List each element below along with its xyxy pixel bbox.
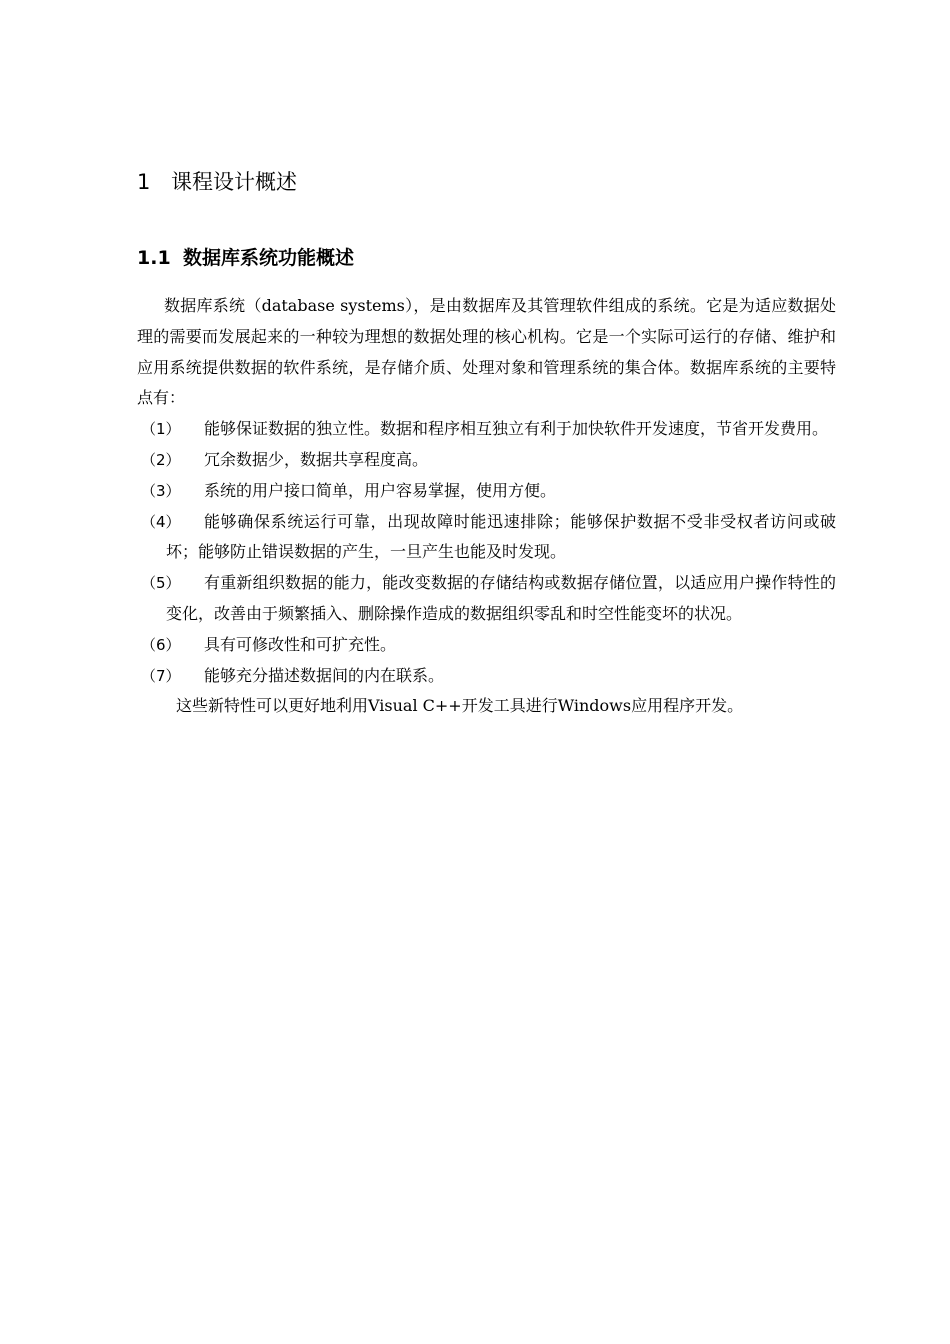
list-item-text: 冗余数据少，数据共享程度高。 bbox=[204, 449, 429, 469]
section-title: 数据库系统功能概述 bbox=[183, 247, 355, 269]
list-item-marker: （5） bbox=[141, 574, 181, 593]
list-item-marker: （4） bbox=[141, 512, 181, 531]
list-item bbox=[137, 630, 836, 661]
list-item-marker: （3） bbox=[141, 481, 181, 500]
list-item-text: 系统的用户接口简单，用户容易掌握，使用方便。 bbox=[204, 480, 557, 500]
list-item bbox=[137, 445, 836, 476]
section-heading bbox=[137, 244, 354, 272]
feature-list bbox=[137, 414, 836, 691]
section-body bbox=[137, 291, 836, 722]
list-item-text: 具有可修改性和可扩充性。 bbox=[204, 634, 397, 654]
list-item-marker: （6） bbox=[141, 635, 181, 654]
list-item bbox=[137, 507, 836, 569]
list-item bbox=[137, 476, 836, 507]
list-item bbox=[137, 414, 836, 445]
chapter-heading bbox=[137, 168, 297, 196]
list-item bbox=[137, 661, 836, 692]
closing-paragraph: 这些新特性可以更好地利用Visual C++开发工具进行Windows应用程序开发。 bbox=[176, 696, 744, 716]
list-item-text: 有重新组织数据的能力，能改变数据的存储结构或数据存储位置，以适应用户操作特性的变化，改善由于频繁插入、删除操作造成的数据组织零乱和时空性能变坏的状况。 bbox=[166, 573, 836, 623]
list-item-marker: （7） bbox=[141, 666, 181, 685]
intro-paragraph: 数据库系统（database systems），是由数据库及其管理软件组成的系统。它是为适应数据处理的需要而发展起来的一种较为理想的数据处理的核心机构。它是一个实际可运行的存储、维护和应用系统提供数据的软件系统，是存储介质、处理对象和管理系统的集合体。数据库系统的主要特点有： bbox=[137, 296, 836, 408]
list-item-text: 能够充分描述数据间的内在联系。 bbox=[204, 665, 445, 685]
list-item-marker: （1） bbox=[141, 420, 181, 439]
chapter-title: 课程设计概述 bbox=[171, 170, 297, 194]
chapter-number: 1 bbox=[137, 170, 151, 194]
list-item-text: 能够保证数据的独立性。数据和程序相互独立有利于加快软件开发速度，节省开发费用。 bbox=[204, 419, 829, 439]
section-number: 1.1 bbox=[137, 247, 171, 269]
list-item bbox=[137, 568, 836, 630]
list-item-text: 能够确保系统运行可靠，出现故障时能迅速排除；能够保护数据不受非受权者访问或破坏；能够防止错误数据的产生，一旦产生也能及时发现。 bbox=[166, 511, 836, 562]
list-item-marker: （2） bbox=[141, 450, 181, 469]
